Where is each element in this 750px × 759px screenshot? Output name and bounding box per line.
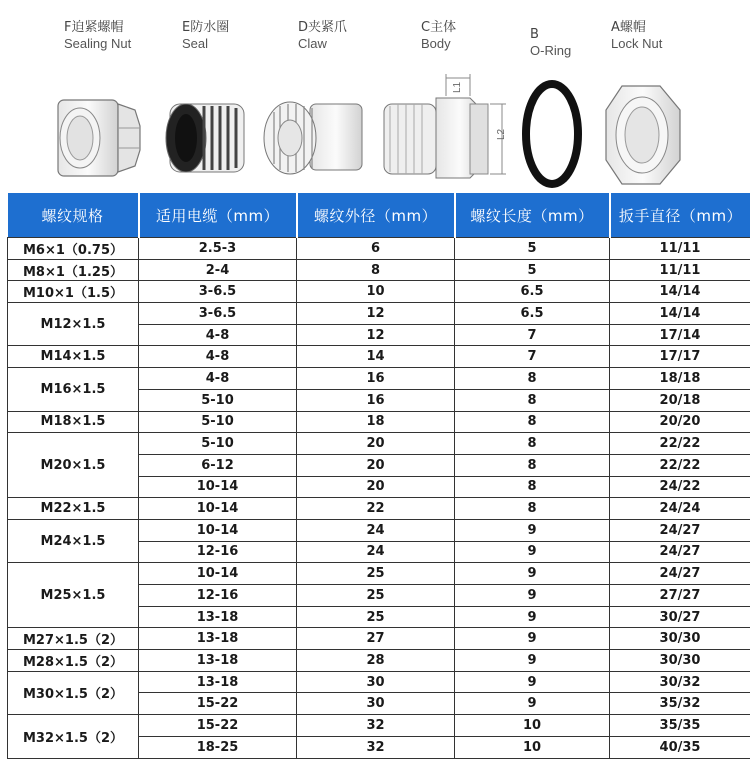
thread-diameter-cell: 32 — [297, 715, 455, 737]
thread-length-cell: 8 — [455, 476, 610, 498]
wrench-size-cell: 14/14 — [610, 303, 750, 325]
thread-spec-cell: M20×1.5 — [8, 433, 139, 498]
table-row — [8, 368, 750, 390]
cable-range-cell: 18-25 — [139, 736, 297, 758]
wrench-size-cell: 24/27 — [610, 563, 750, 585]
thread-diameter-cell: 25 — [297, 563, 455, 585]
thread-length-cell: 8 — [455, 411, 610, 433]
cable-range-cell: 3-6.5 — [139, 281, 297, 303]
cable-range-cell: 15-22 — [139, 715, 297, 737]
table-row — [8, 259, 750, 281]
table-row — [8, 346, 750, 368]
cable-range-cell: 5-10 — [139, 433, 297, 455]
thread-spec-cell: M16×1.5 — [8, 368, 139, 411]
wrench-size-cell: 24/22 — [610, 476, 750, 498]
thread-length-cell: 9 — [455, 671, 610, 693]
svg-text:L2: L2 — [496, 128, 507, 140]
part-label-o-ring: B O-Ring — [530, 27, 571, 59]
cable-range-cell: 4-8 — [139, 346, 297, 368]
thread-spec-cell: M14×1.5 — [8, 346, 139, 368]
part-label-seal: E防水圈 Seal — [182, 20, 229, 52]
cable-range-cell: 10-14 — [139, 519, 297, 541]
thread-diameter-cell: 20 — [297, 433, 455, 455]
wrench-size-cell: 20/18 — [610, 389, 750, 411]
thread-spec-cell: M25×1.5 — [8, 563, 139, 628]
thread-spec-cell: M18×1.5 — [8, 411, 139, 433]
thread-diameter-cell: 25 — [297, 606, 455, 628]
svg-text:L1: L1 — [452, 81, 463, 93]
cable-range-cell: 13-18 — [139, 650, 297, 672]
thread-length-cell: 5 — [455, 238, 610, 260]
cable-range-cell: 10-14 — [139, 476, 297, 498]
thread-spec-cell: M12×1.5 — [8, 303, 139, 346]
part-label-claw: D夹紧爪 Claw — [298, 20, 347, 52]
part-label-sealing-nut: F迫紧螺帽 Sealing Nut — [64, 20, 131, 52]
table-row — [8, 303, 750, 325]
thread-diameter-cell: 20 — [297, 476, 455, 498]
header-thread-length: 螺纹长度（mm） — [455, 193, 610, 238]
thread-diameter-cell: 6 — [297, 238, 455, 260]
thread-diameter-cell: 30 — [297, 693, 455, 715]
parts-diagram — [0, 0, 750, 192]
wrench-size-cell: 17/14 — [610, 324, 750, 346]
cable-range-cell: 3-6.5 — [139, 303, 297, 325]
header-cable-range: 适用电缆（mm） — [139, 193, 297, 238]
cable-range-cell: 4-8 — [139, 324, 297, 346]
thread-diameter-cell: 22 — [297, 498, 455, 520]
table-header-row — [8, 193, 750, 238]
thread-diameter-cell: 12 — [297, 303, 455, 325]
cable-range-cell: 6-12 — [139, 454, 297, 476]
cable-range-cell: 2.5-3 — [139, 238, 297, 260]
thread-spec-cell: M6×1（0.75） — [8, 238, 139, 260]
thread-length-cell: 7 — [455, 324, 610, 346]
wrench-size-cell: 30/30 — [610, 650, 750, 672]
thread-length-cell: 8 — [455, 454, 610, 476]
header-thread-spec: 螺纹规格 — [8, 193, 139, 238]
wrench-size-cell: 30/27 — [610, 606, 750, 628]
thread-spec-cell: M8×1（1.25） — [8, 259, 139, 281]
table-row — [8, 281, 750, 303]
body-icon — [384, 74, 507, 178]
o-ring-icon — [526, 84, 578, 184]
table-row — [8, 563, 750, 585]
cable-range-cell: 15-22 — [139, 693, 297, 715]
thread-diameter-cell: 14 — [297, 346, 455, 368]
header-thread-diameter: 螺纹外径（mm） — [297, 193, 455, 238]
cable-range-cell: 12-16 — [139, 541, 297, 563]
cable-range-cell: 10-14 — [139, 498, 297, 520]
wrench-size-cell: 11/11 — [610, 238, 750, 260]
thread-spec-cell: M30×1.5（2） — [8, 671, 139, 714]
seal-icon — [166, 104, 244, 172]
thread-length-cell: 6.5 — [455, 281, 610, 303]
wrench-size-cell: 18/18 — [610, 368, 750, 390]
thread-length-cell: 8 — [455, 389, 610, 411]
thread-spec-cell: M27×1.5（2） — [8, 628, 139, 650]
cable-range-cell: 5-10 — [139, 389, 297, 411]
part-label-lock-nut: A螺帽 Lock Nut — [611, 20, 662, 52]
sealing-nut-icon — [58, 100, 140, 176]
spec-table — [7, 193, 750, 759]
cable-range-cell: 2-4 — [139, 259, 297, 281]
thread-length-cell: 8 — [455, 433, 610, 455]
wrench-size-cell: 22/22 — [610, 454, 750, 476]
claw-icon — [264, 102, 362, 174]
thread-length-cell: 9 — [455, 628, 610, 650]
thread-length-cell: 10 — [455, 736, 610, 758]
table-body — [8, 238, 750, 759]
thread-spec-cell: M28×1.5（2） — [8, 650, 139, 672]
thread-diameter-cell: 27 — [297, 628, 455, 650]
parts-drawing — [0, 0, 750, 192]
wrench-size-cell: 35/32 — [610, 693, 750, 715]
thread-length-cell: 6.5 — [455, 303, 610, 325]
thread-diameter-cell: 16 — [297, 389, 455, 411]
thread-diameter-cell: 28 — [297, 650, 455, 672]
lock-nut-icon — [606, 86, 680, 184]
cable-range-cell: 13-18 — [139, 606, 297, 628]
wrench-size-cell: 35/35 — [610, 715, 750, 737]
wrench-size-cell: 22/22 — [610, 433, 750, 455]
cable-range-cell: 13-18 — [139, 671, 297, 693]
wrench-size-cell: 40/35 — [610, 736, 750, 758]
wrench-size-cell: 30/30 — [610, 628, 750, 650]
table-row — [8, 519, 750, 541]
table-row — [8, 671, 750, 693]
thread-diameter-cell: 32 — [297, 736, 455, 758]
thread-diameter-cell: 24 — [297, 541, 455, 563]
wrench-size-cell: 30/32 — [610, 671, 750, 693]
wrench-size-cell: 17/17 — [610, 346, 750, 368]
wrench-size-cell: 24/27 — [610, 519, 750, 541]
wrench-size-cell: 24/27 — [610, 541, 750, 563]
thread-diameter-cell: 16 — [297, 368, 455, 390]
thread-spec-cell: M32×1.5（2） — [8, 715, 139, 758]
cable-range-cell: 10-14 — [139, 563, 297, 585]
wrench-size-cell: 20/20 — [610, 411, 750, 433]
thread-diameter-cell: 12 — [297, 324, 455, 346]
thread-length-cell: 9 — [455, 693, 610, 715]
thread-length-cell: 9 — [455, 563, 610, 585]
thread-spec-cell: M22×1.5 — [8, 498, 139, 520]
cable-range-cell: 13-18 — [139, 628, 297, 650]
table-row — [8, 411, 750, 433]
thread-diameter-cell: 8 — [297, 259, 455, 281]
thread-diameter-cell: 20 — [297, 454, 455, 476]
table-row — [8, 238, 750, 260]
thread-length-cell: 9 — [455, 585, 610, 607]
table-row — [8, 715, 750, 737]
thread-length-cell: 8 — [455, 368, 610, 390]
table-row — [8, 433, 750, 455]
thread-length-cell: 9 — [455, 606, 610, 628]
cable-range-cell: 4-8 — [139, 368, 297, 390]
thread-length-cell: 9 — [455, 519, 610, 541]
table-row — [8, 498, 750, 520]
header-wrench-size: 扳手直径（mm） — [610, 193, 750, 238]
table-row — [8, 650, 750, 672]
cable-range-cell: 5-10 — [139, 411, 297, 433]
thread-length-cell: 10 — [455, 715, 610, 737]
wrench-size-cell: 27/27 — [610, 585, 750, 607]
thread-diameter-cell: 30 — [297, 671, 455, 693]
wrench-size-cell: 14/14 — [610, 281, 750, 303]
thread-length-cell: 7 — [455, 346, 610, 368]
thread-length-cell: 8 — [455, 498, 610, 520]
wrench-size-cell: 11/11 — [610, 259, 750, 281]
thread-spec-cell: M10×1（1.5） — [8, 281, 139, 303]
thread-diameter-cell: 18 — [297, 411, 455, 433]
table-row — [8, 628, 750, 650]
thread-spec-cell: M24×1.5 — [8, 519, 139, 562]
wrench-size-cell: 24/24 — [610, 498, 750, 520]
thread-length-cell: 9 — [455, 541, 610, 563]
thread-diameter-cell: 10 — [297, 281, 455, 303]
thread-length-cell: 5 — [455, 259, 610, 281]
thread-diameter-cell: 24 — [297, 519, 455, 541]
part-label-body: C主体 Body — [421, 20, 456, 52]
thread-length-cell: 9 — [455, 650, 610, 672]
cable-range-cell: 12-16 — [139, 585, 297, 607]
thread-diameter-cell: 25 — [297, 585, 455, 607]
